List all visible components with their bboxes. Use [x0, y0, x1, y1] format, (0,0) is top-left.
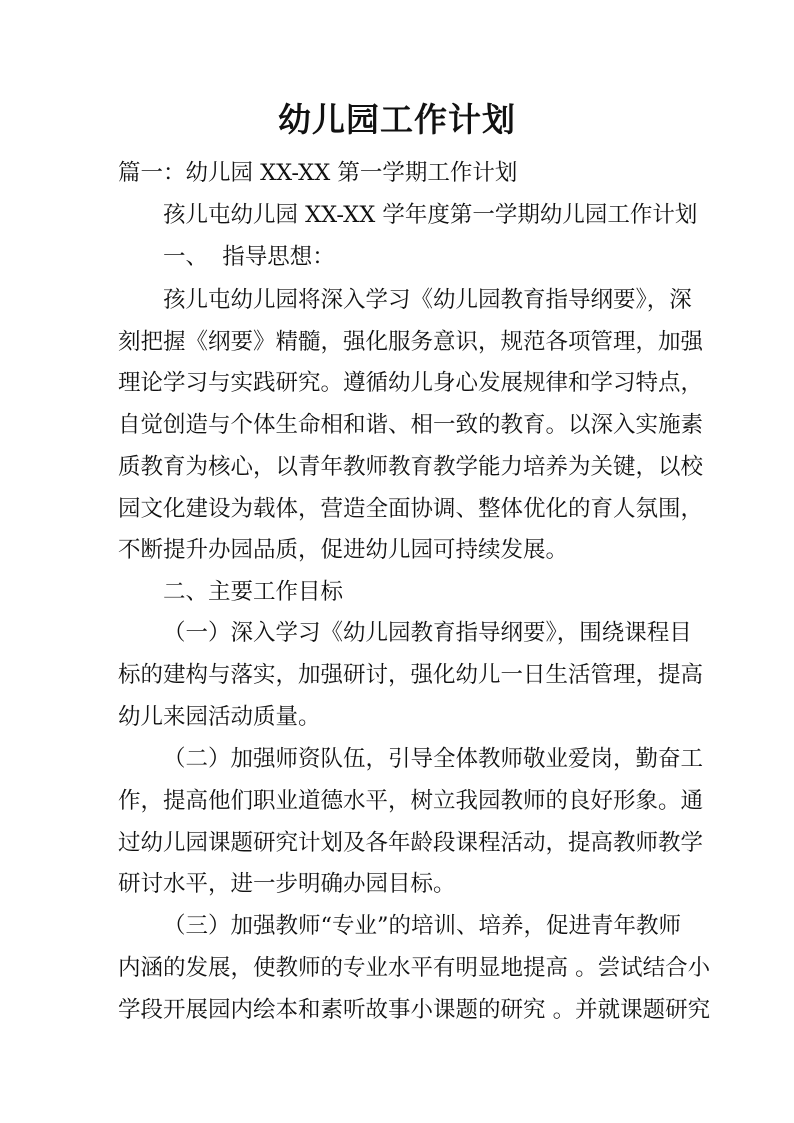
text-line: 一、 指导思想：	[163, 244, 335, 270]
text-line: 学段开展园内绘本和素听故事小课题的研究 。并就课题研究	[118, 997, 711, 1023]
text-line: 孩儿屯幼儿园将深入学习《幼儿园教育指导纲要》，深	[163, 287, 692, 313]
text-line: 内涵的发展，使教师的专业水平有明显地提高 。尝试结合小	[118, 955, 711, 981]
text-line: 孩儿屯幼儿园 XX-XX 学年度第一学期幼儿园工作计划	[163, 202, 698, 228]
text-line: 理论学习与实践研究。遵循幼儿身心发展规律和学习特点，	[118, 370, 704, 396]
text-line: 标的建构与落实，加强研讨，强化幼儿一日生活管理，提高	[118, 662, 704, 688]
text-line: 过幼儿园课题研究计划及各年龄段课程活动，提高教师教学	[118, 830, 704, 856]
document-title: 幼儿园工作计划	[278, 100, 516, 139]
text-line: 作，提高他们职业道德水平，树立我园教师的良好形象。通	[118, 788, 704, 814]
text-line: 不断提升办园品质，促进幼儿园可持续发展。	[118, 537, 569, 563]
text-line: 幼儿来园活动质量。	[118, 704, 321, 730]
text-line: （一）深入学习《幼儿园教育指导纲要》，围绕课程目	[163, 620, 692, 646]
text-line: 研讨水平，进一步明确办园目标。	[118, 871, 456, 897]
text-line: （三）加强教师“专业”的培训、培养，促进青年教师	[163, 913, 682, 939]
text-line: 质教育为核心，以青年教师教育教学能力培养为关键，以校	[118, 454, 704, 480]
text-line: 二、主要工作目标	[163, 579, 344, 605]
text-line: 自觉创造与个体生命相和谐、相一致的教育。以深入实施素	[118, 412, 704, 438]
text-line: 园文化建设为载体，营造全面协调、整体优化的育人氛围，	[118, 496, 704, 522]
text-line: （二）加强师资队伍，引导全体教师敬业爱岗，勤奋工	[163, 746, 704, 772]
text-line: 刻把握《纲要》精髓，强化服务意识，规范各项管理，加强	[118, 329, 704, 355]
text-line: 篇一：幼儿园 XX-XX 第一学期工作计划	[118, 160, 518, 186]
